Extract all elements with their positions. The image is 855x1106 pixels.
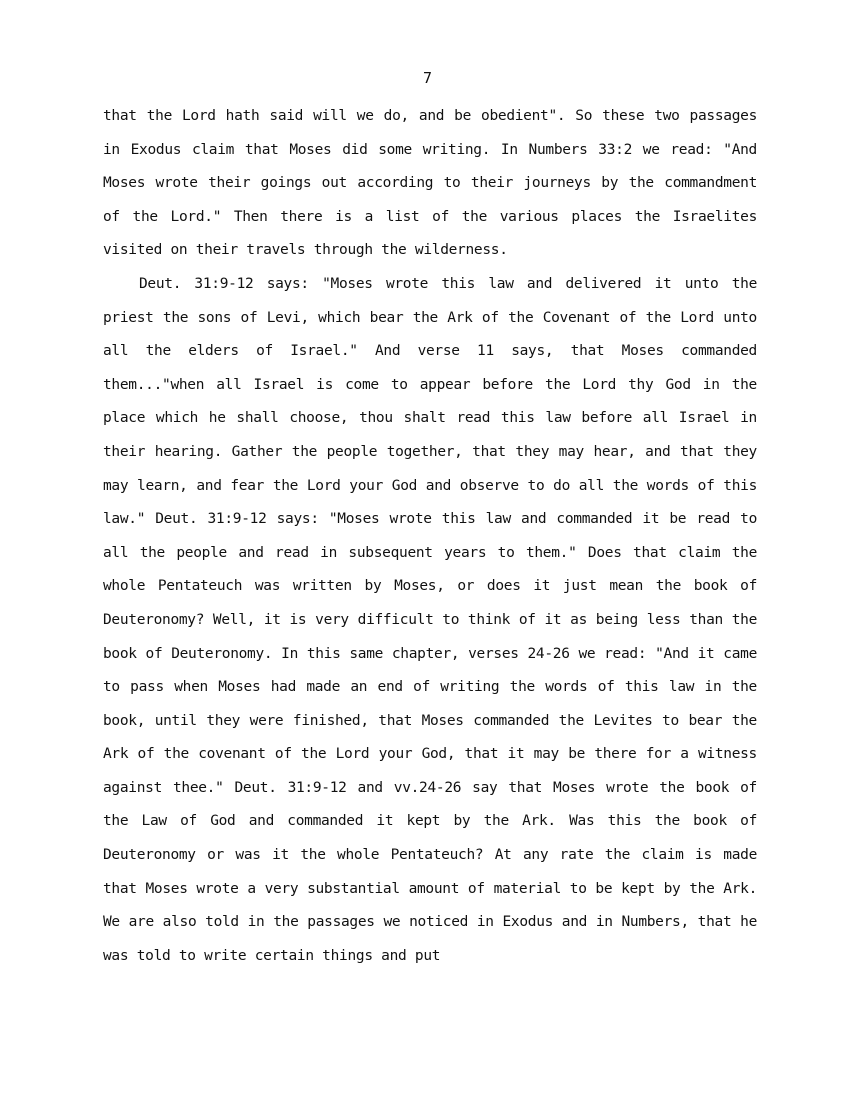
page-number: 7 [422, 69, 433, 87]
body-text [103, 100, 757, 973]
paragraph-continuation: that the Lord hath said will we do, and be obedient". So these two passages in Exodus claim that Moses did some writing. In Numbers 33:2 we read: "And Moses wrote their goings out according to their journeys by the commandment of the Lord." Then there is a list of the various places the Israelites visited on their travels through the wilderness. [103, 108, 757, 259]
paragraph-deuteronomy: Deut. 31:9-12 says: "Moses wrote this law and delivered it unto the priest the sons of Levi, which bear the Ark of the Covenant of the Lord unto all the elders of Israel." And verse 11 says, that Moses commanded them..."when all Israel is come to appear before the Lord thy God in the place which he shall choose, thou shalt read this law before all Israel in their hearing. Gather the people together, that they may hear, and that they may learn, and fear the Lord your God and observe to do all the words of this law." Deut. 31:9-12 says: "Moses wrote this law and commanded it be read to all the people and read in subsequent years to them." Does that claim the whole Pentateuch was written by Moses, or does it just mean the book of Deuteronomy? Well, it is very difficult to think of it as being less than the book of Deuteronomy. In this same chapter, verses 24-26 we read: "And it came to pass when Moses had made an end of writing the words of this law in the book, until they were finished, that Moses commanded the Levites to bear the Ark of the covenant of the Lord your God, that it may be there for a witness against thee." Deut. 31:9-12 and vv.24-26 say that Moses wrote the book of the Law of God and commanded it kept by the Ark. Was this the book of Deuteronomy or was it the whole Pentateuch? At any rate the claim is made that Moses wrote a very substantial amount of material to be kept by the Ark. We are also told in the passages we noticed in Exodus and in Numbers, that he was told to write certain things and put [103, 275, 757, 964]
